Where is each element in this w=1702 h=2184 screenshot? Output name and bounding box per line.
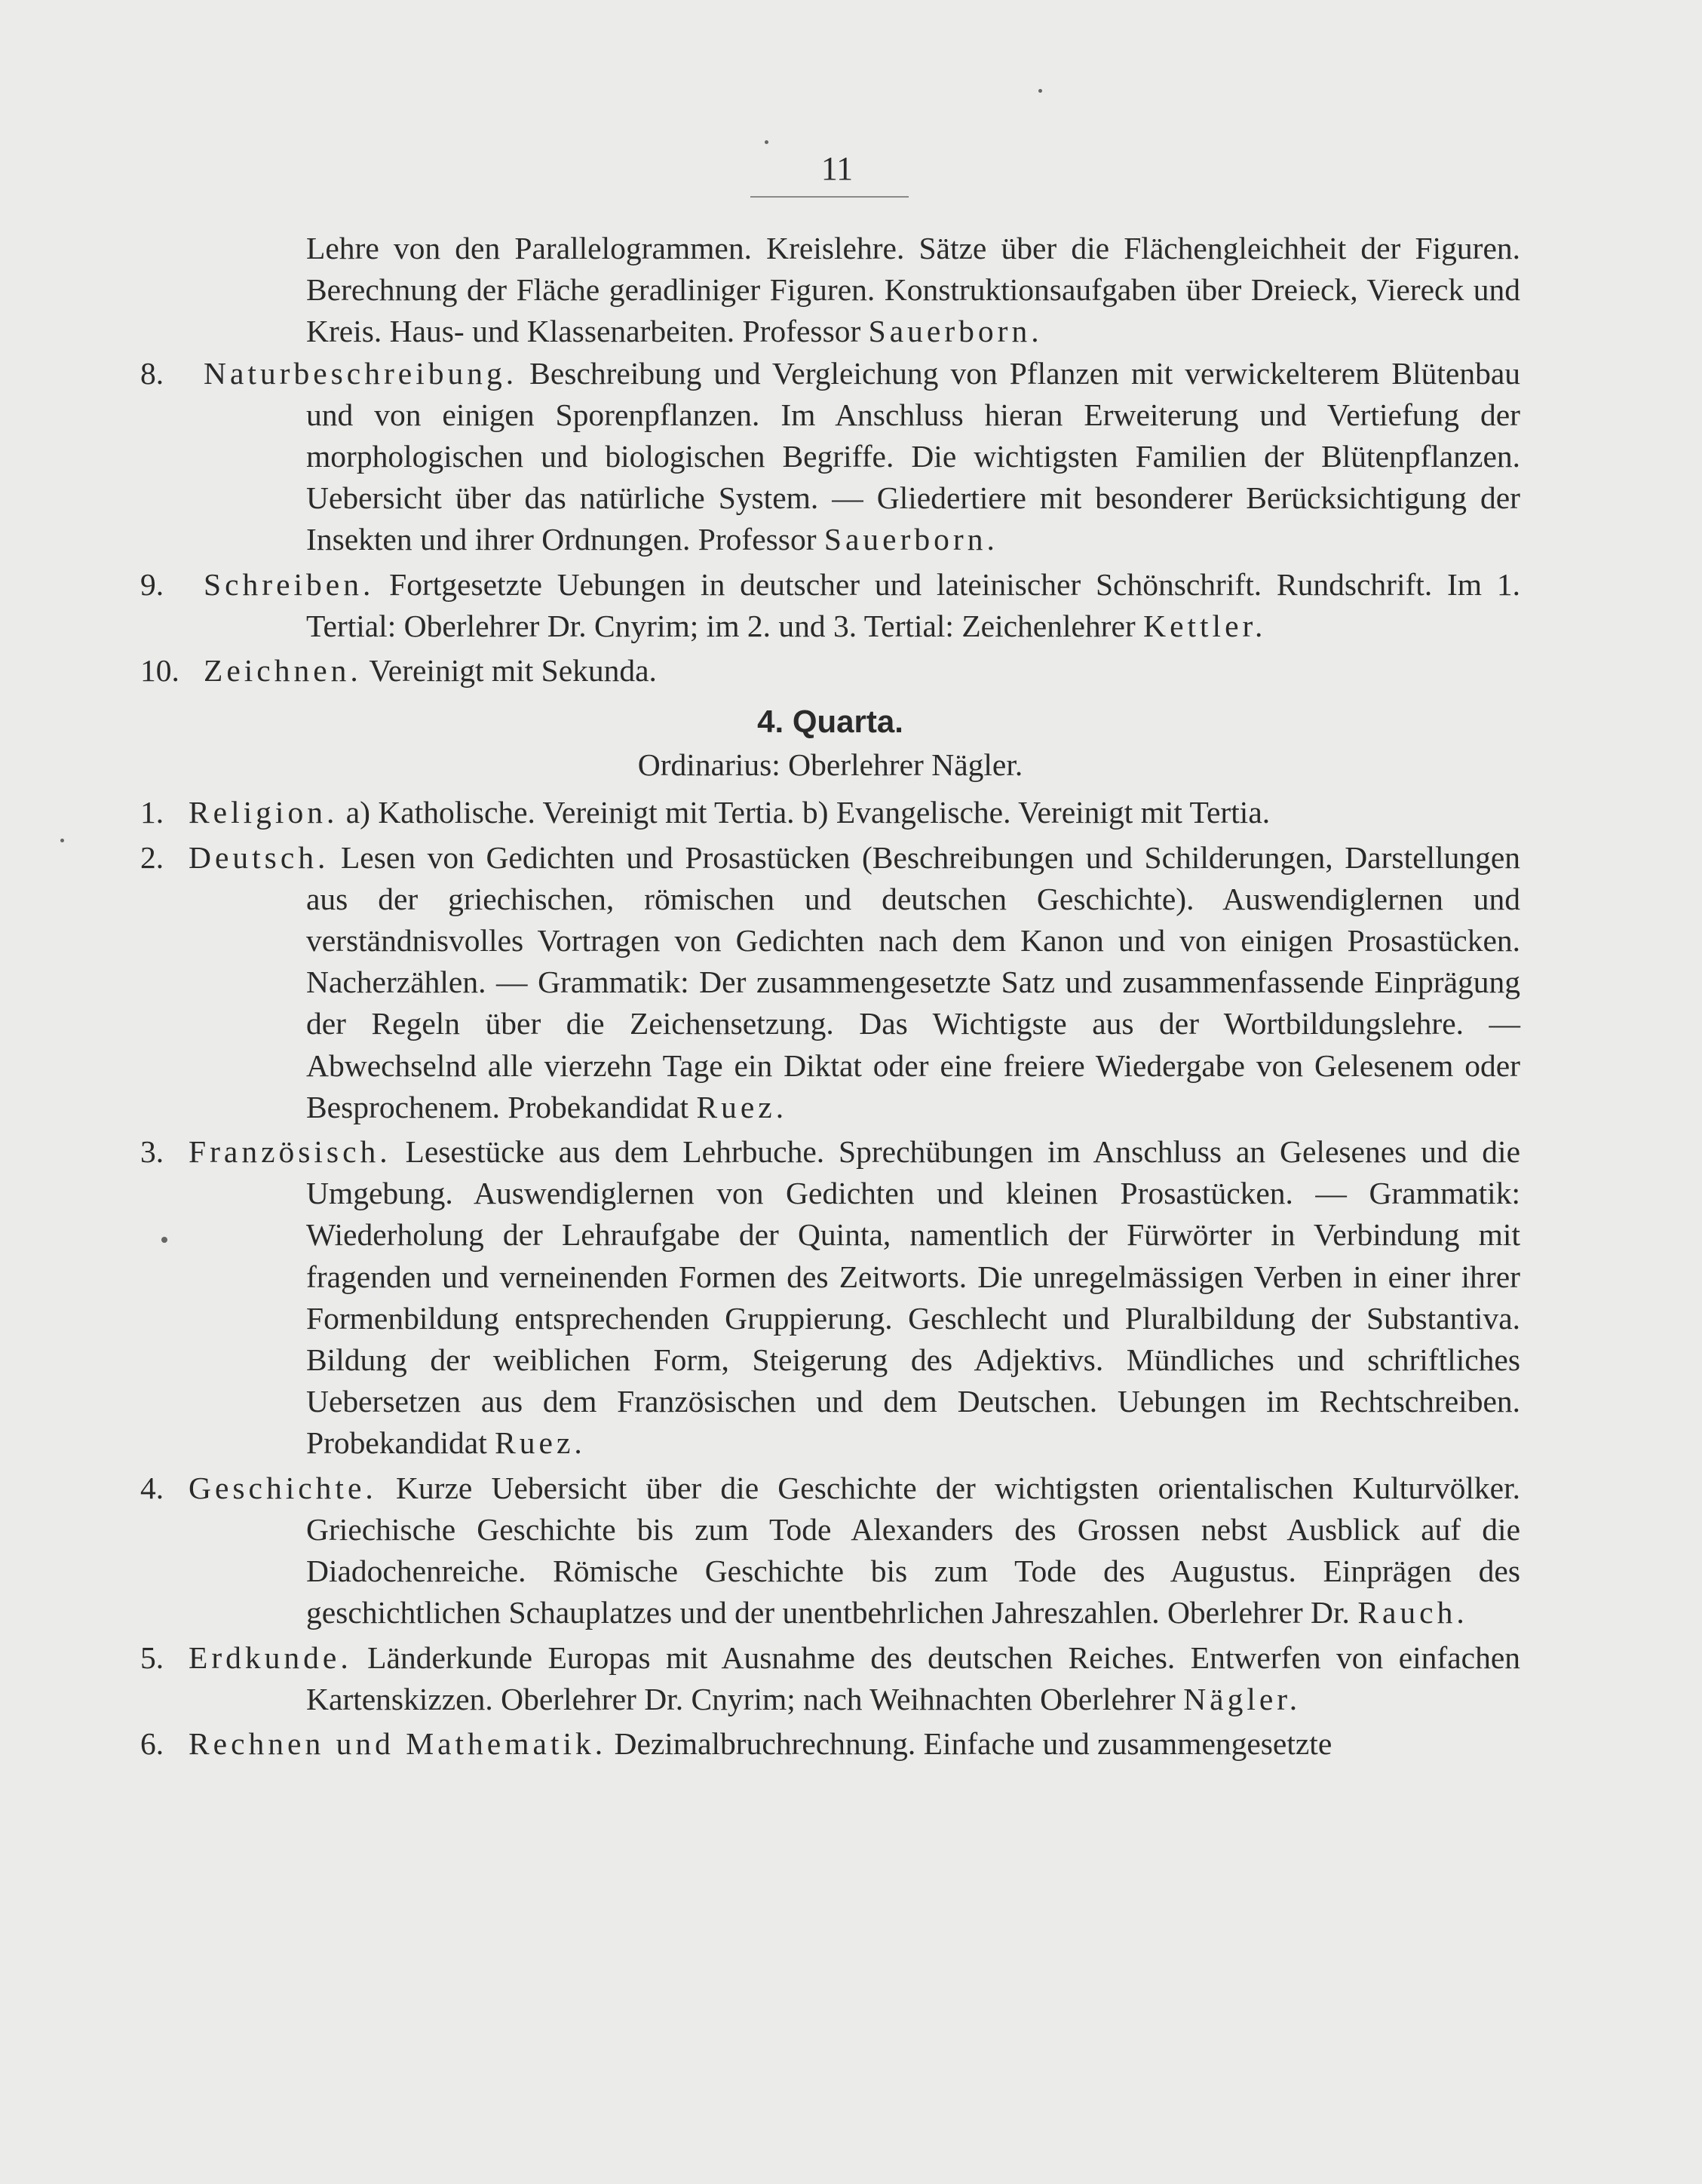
item-text: Dezimalbruchrechnung. Einfache und zusammengesetzte [614, 1725, 1332, 1761]
item-text: Vereinigt mit Sekunda. [369, 653, 657, 689]
item-subject: Französisch. [189, 1134, 391, 1170]
section-heading: 4. Quarta. [757, 704, 903, 740]
item-subject: Deutsch. [189, 839, 330, 875]
scan-speck [765, 140, 768, 144]
intro-line-3: Dreieck, Viereck und Kreis. Haus- und Klassenarbeiten. Professor [306, 272, 1520, 349]
item-number: 6. [140, 1725, 164, 1761]
item-text: Lesestücke aus dem Lehrbuche. Sprechübungen im Anschluss an Gelesenes und die Umgebung. Auswendiglernen von Gedichten und kleinen Prosastücken. — Grammatik: Wiederholung der Lehraufgabe der Quinta, namentlich der Fürwörter in Verbindung mit fragenden und verneinenden Formen des Zeitworts. Die unregelmässigen Verben in einer ihrer Formenbildung entsprechenden Gruppierung. Geschlecht und Pluralbildung der Substantiva. Bildung der weiblichen Form, Steigerung des Adjektivs. Mündliches und schriftliches Uebersetzen aus dem Französischen und dem Deutschen. Uebungen im Rechtschreiben. Probekandidat [306, 1134, 1520, 1461]
item-number: 8. [140, 355, 164, 391]
list-item-geschichte [140, 1468, 1520, 1634]
item-number: 9. [140, 566, 164, 602]
item-text: Beschreibung und Vergleichung von Pflanzen mit verwickelterem Blütenbau und von einigen Sporenpflanzen. Im Anschluss hieran Erweiterung und Vertiefung der morphologischen und biologischen Begriffe. Die wichtigsten Familien der Blütenpflanzen. Uebersicht über das natürliche System. — Gliedertiere mit besonderer Berücksichtigung der Insekten und ihrer Ordnungen. Professor [306, 355, 1520, 557]
item-person: Sauerborn. [823, 522, 998, 557]
item-number: 10. [140, 653, 179, 689]
item-text: Lesen von Gedichten und Prosastücken (Beschreibungen und Schilderungen, Darstellungen aus der griechischen, römischen und deutschen Geschichte). Auswendiglernen und verständnisvolles Vortragen von Gedichten nach dem Kanon und von einigen Prosastücken. Nacherzählen. — Grammatik: Der zusammengesetzte Satz und zusammenfassende Einprägung der Regeln über die Zeichensetzung. Das Wichtigste aus der Wortbildungslehre. — Abwechselnd alle vierzehn Tage ein Diktat oder eine freiere Wiedergabe von Gelesenem oder Besprochenem. Probekandidat [306, 839, 1520, 1124]
intro-line-2: Figuren. Berechnung der Fläche geradliniger Figuren. Konstruktionsaufgaben über [306, 231, 1520, 308]
item-subject: Rechnen und Mathematik. [189, 1725, 607, 1761]
item-number: 4. [140, 1470, 164, 1505]
list-item-erdkunde [140, 1637, 1520, 1720]
item-person: Nägler. [1183, 1681, 1302, 1716]
intro-person: Sauerborn. [868, 314, 1043, 349]
item-subject: Zeichnen. [204, 653, 362, 689]
item-number: 2. [140, 839, 164, 875]
list-item-rechnen [140, 1723, 1520, 1765]
item-text: a) Katholische. Vereinigt mit Tertia. b) Evangelische. Vereinigt mit Tertia. [345, 795, 1271, 830]
page-number: 11 [820, 150, 854, 187]
page-number-rule [750, 196, 909, 198]
item-subject: Erdkunde. [189, 1640, 352, 1675]
list-item-schreiben [140, 564, 1520, 647]
item-number: 3. [140, 1134, 164, 1170]
item-text: Kurze Uebersicht über die Geschichte der wichtigsten orientalischen Kulturvölker. Griechische Geschichte bis zum Tode Alexanders des Grossen nebst Ausblick auf die Diadochenreiche. Römische Geschichte bis zum Tode des Augustus. Einprägen des geschichtlichen Schauplatzes und der unentbehrlichen Jahreszahlen. Oberlehrer Dr. [306, 1470, 1520, 1630]
list-item-franzoesisch [140, 1131, 1520, 1465]
item-text: Länderkunde Europas mit Ausnahme des deutschen Reiches. Entwerfen von einfachen Kartenskizzen. Oberlehrer Dr. Cnyrim; nach Weihnachten Oberlehrer [306, 1640, 1520, 1716]
list-item-zeichnen [140, 650, 1520, 692]
item-subject: Religion. [189, 795, 339, 830]
item-person: Kettler. [1143, 608, 1267, 643]
intro-paragraph [140, 228, 1520, 353]
list-item-naturbeschreibung [140, 353, 1520, 561]
item-subject: Geschichte. [189, 1470, 377, 1505]
scan-speck [1038, 89, 1042, 93]
item-number: 5. [140, 1640, 164, 1675]
item-number: 1. [140, 795, 164, 830]
item-person: Ruez. [696, 1089, 788, 1124]
item-subject: Schreiben. [204, 566, 375, 602]
section-ordinarius: Ordinarius: Oberlehrer Nägler. [637, 747, 1023, 783]
item-subject: Naturbeschreibung. [204, 355, 518, 391]
scan-speck [161, 1237, 167, 1243]
intro-line-1: Lehre von den Parallelogrammen. Kreislehre. Sätze über die Flächengleichheit der [306, 231, 1401, 265]
list-item-deutsch [140, 837, 1520, 1128]
list-item-religion [140, 792, 1520, 833]
scan-speck [60, 839, 64, 842]
item-person: Ruez. [495, 1425, 586, 1461]
page-content [140, 228, 1520, 1768]
item-person: Rauch. [1357, 1595, 1468, 1630]
item-text: Fortgesetzte Uebungen in deutscher und lateinischer Schönschrift. Rundschrift. Im 1. Tertial: Oberlehrer Dr. Cnyrim; im 2. und 3. Tertial: Zeichenlehrer [306, 566, 1520, 643]
